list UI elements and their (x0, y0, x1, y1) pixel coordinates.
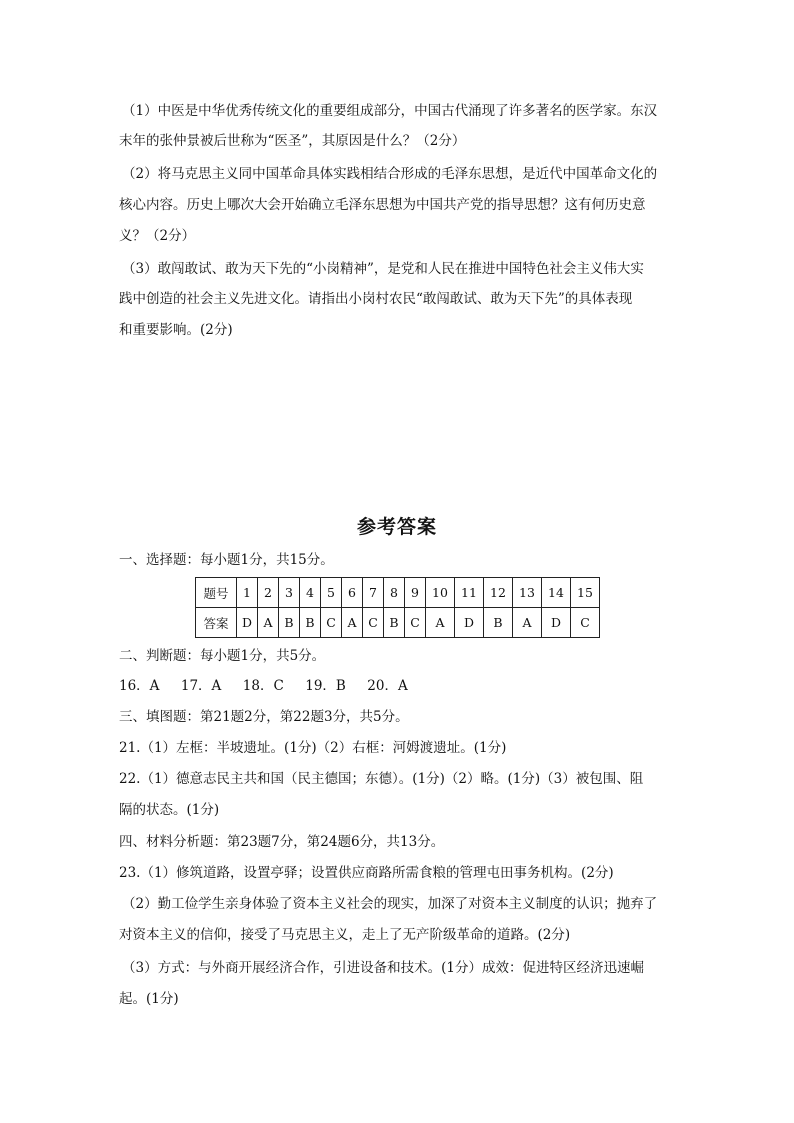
table-number-cell: 15 (571, 578, 600, 608)
table-number-cell: 8 (384, 578, 405, 608)
table-number-cell: 2 (258, 578, 279, 608)
answer-table-number-row (196, 578, 600, 608)
table-answer-cell: A (513, 608, 542, 638)
answer-table (195, 577, 600, 638)
table-answer-cell: C (571, 608, 600, 638)
question-3-line-1: （3）敢闯敢试、敢为天下先的“小岗精神”，是党和人民在推进中国特色社会主义伟大实 (122, 261, 644, 277)
table-number-cell: 6 (342, 578, 363, 608)
section-4-heading: 四、材料分析题：第23题7分，第24题6分，共13分。 (119, 834, 445, 850)
table-number-cell: 3 (279, 578, 300, 608)
question-3-line-2: 践中创造的社会主义先进文化。请指出小岗村农民“敢闯敢试、敢为天下先”的具体表现 (119, 291, 633, 307)
answer-23-1: 23.（1）修筑道路，设置亭驿；设置供应商路所需食粮的管理屯田事务机构。(2分) (119, 865, 614, 881)
table-number-cell: 14 (542, 578, 571, 608)
table-number-cell: 11 (455, 578, 484, 608)
table-answer-cell: B (484, 608, 513, 638)
table-number-cell: 5 (321, 578, 342, 608)
table-number-cell: 10 (426, 578, 455, 608)
table-answer-cell: C (363, 608, 384, 638)
table-answer-cell: A (342, 608, 363, 638)
table-answer-cell: D (455, 608, 484, 638)
answer-21: 21.（1）左框：半坡遗址。(1分)（2）右框：河姆渡遗址。(1分) (119, 740, 507, 756)
question-2-line-2: 核心内容。历史上哪次大会开始确立毛泽东思想为中国共产党的指导思想？这有何历史意 (119, 197, 646, 213)
question-2-line-3: 义？（2分） (119, 228, 196, 244)
table-number-cell: 13 (513, 578, 542, 608)
table-number-cell: 7 (363, 578, 384, 608)
table-answer-cell: D (237, 608, 258, 638)
table-answer-cell: B (384, 608, 405, 638)
question-2-line-1: （2）将马克思主义同中国革命具体实践相结合形成的毛泽东思想，是近代中国革命文化的 (122, 166, 658, 182)
table-number-cell: 12 (484, 578, 513, 608)
answer-23-3-line-1: （3）方式：与外商开展经济合作，引进设备和技术。(1分）成效：促进特区经济迅速崛 (122, 960, 644, 976)
section-3-heading: 三、填图题：第21题2分，第22题3分，共5分。 (119, 709, 409, 725)
table-number-cell: 9 (405, 578, 426, 608)
table-answer-cell: A (426, 608, 455, 638)
answer-23-3-line-2: 起。(1分) (119, 991, 179, 1007)
answer-23-2-line-2: 对资本主义的信仰，接受了马克思主义，走上了无产阶级革命的道路。(2分) (119, 927, 571, 943)
answer-22-line-1: 22.（1）德意志民主共和国（民主德国；东德）。(1分)（2）略。(1分)（3）被包围、阻 (119, 771, 644, 787)
judgment-answers: 16．A 17．A 18．C 19．B 20．A (119, 678, 408, 694)
table-answer-cell: C (405, 608, 426, 638)
table-number-cell: 4 (300, 578, 321, 608)
table-number-cell: 1 (237, 578, 258, 608)
table-row-label-answer: 答案 (196, 608, 237, 638)
answer-23-2-line-1: （2）勤工俭学生亲身体验了资本主义社会的现实，加深了对资本主义制度的认识；抛弃了 (122, 896, 658, 912)
question-1-line-1: （1）中医是中华优秀传统文化的重要组成部分，中国古代涌现了许多著名的医学家。东汉 (122, 103, 658, 119)
table-row-label-number: 题号 (196, 578, 237, 608)
table-answer-cell: B (300, 608, 321, 638)
question-3-line-3: 和重要影响。(2分) (119, 322, 233, 338)
section-2-heading: 二、判断题：每小题1分，共5分。 (119, 648, 326, 664)
table-answer-cell: C (321, 608, 342, 638)
table-answer-cell: B (279, 608, 300, 638)
answer-table-answer-row (196, 608, 600, 638)
answer-22-line-2: 隔的状态。(1分) (119, 802, 220, 818)
answer-key-title: 参考答案 (356, 516, 437, 538)
section-1-heading: 一、选择题：每小题1分，共15分。 (119, 552, 334, 568)
table-answer-cell: D (542, 608, 571, 638)
question-1-line-2: 末年的张仲景被后世称为“医圣”，其原因是什么？（2分） (119, 133, 466, 149)
table-answer-cell: A (258, 608, 279, 638)
